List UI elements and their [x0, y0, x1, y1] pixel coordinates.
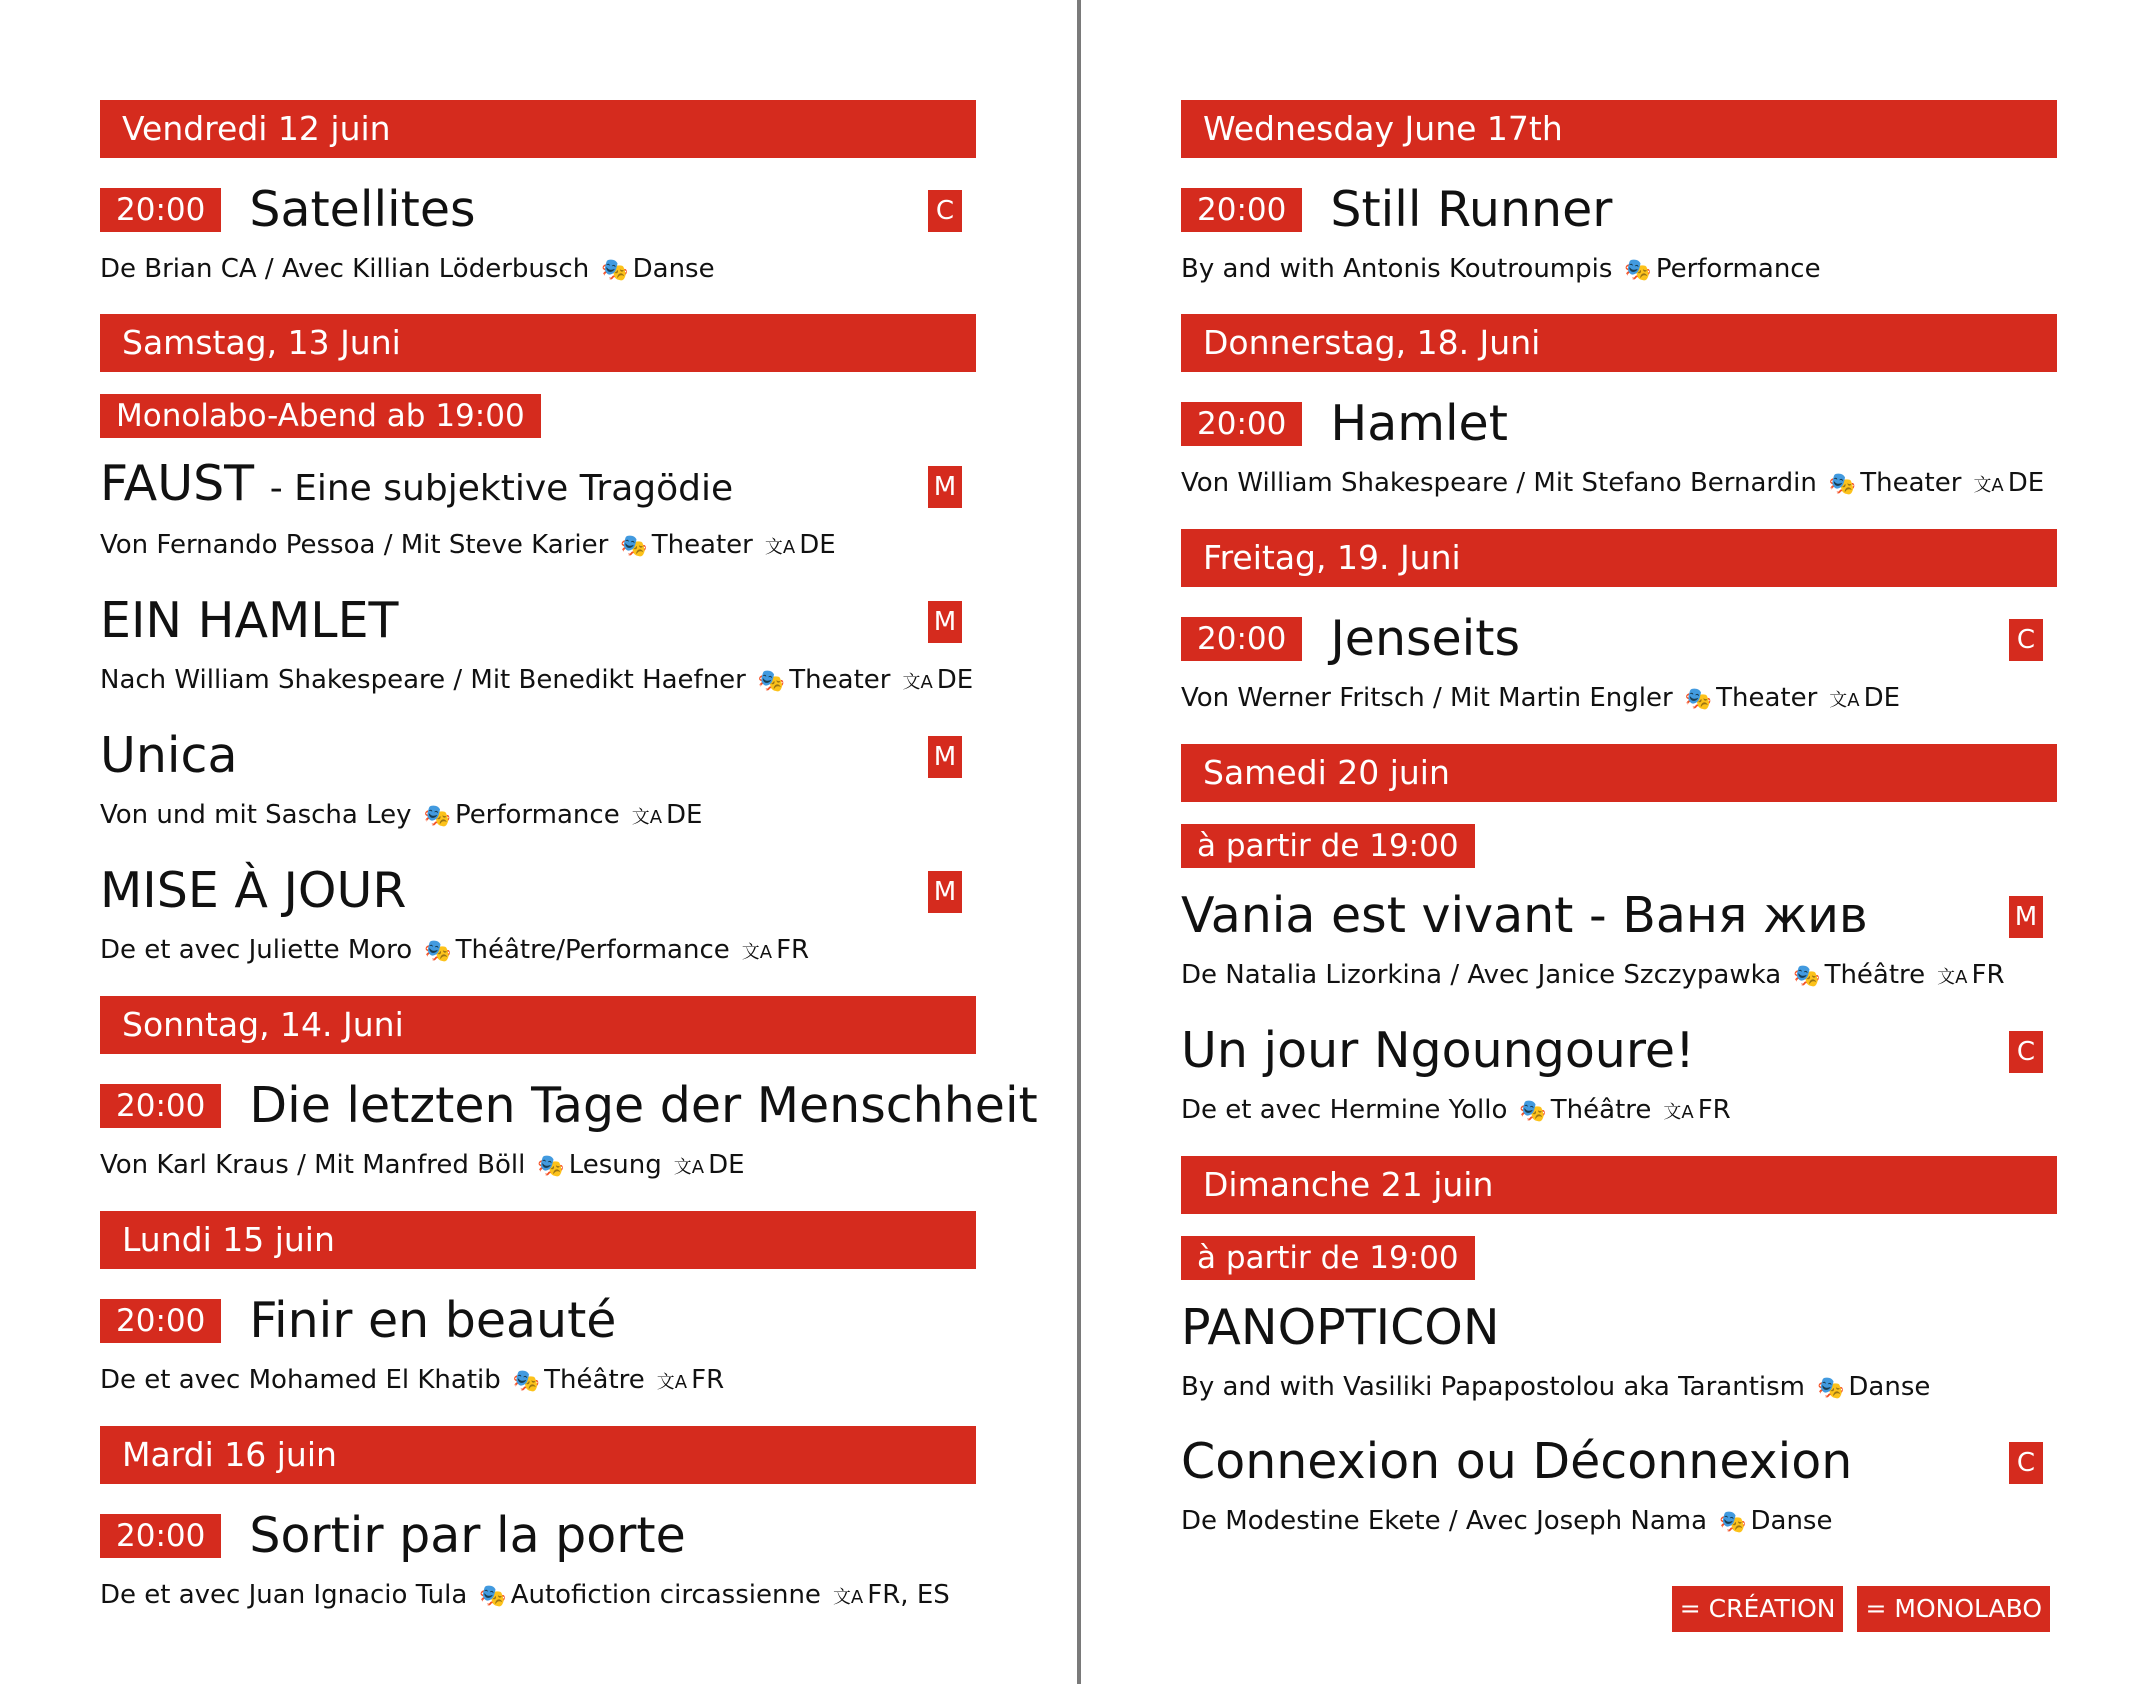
event-meta: [100, 528, 976, 565]
theater-masks-icon: 🎭: [1624, 258, 1652, 283]
event-meta: [1181, 252, 2057, 288]
event-language: DE: [936, 665, 974, 695]
day-header: Lundi 15 juin: [100, 1211, 976, 1269]
event-title-text: Unica: [100, 727, 238, 784]
event-badge: C: [2009, 1031, 2043, 1073]
event-language: FR: [776, 935, 810, 965]
event-item: [1181, 1298, 2057, 1406]
day-header: Samedi 20 juin: [1181, 744, 2057, 802]
legend: [1672, 1586, 2050, 1632]
event-credits: De Natalia Lizorkina / Avec Janice Szczypawka: [1181, 960, 1782, 990]
translate-icon: 文A: [832, 1587, 864, 1608]
event-badge: M: [928, 601, 962, 643]
event-item: [100, 591, 976, 700]
day-header: Wednesday June 17th: [1181, 100, 2057, 158]
event-time: 20:00: [100, 1299, 221, 1343]
translate-icon: 文A: [1829, 690, 1860, 711]
event-title: [249, 1076, 1037, 1136]
theater-masks-icon: 🎭: [537, 1154, 565, 1179]
event-genre: Theater: [651, 530, 753, 560]
event-item: [100, 456, 976, 565]
event-title: [1181, 1432, 1852, 1492]
event-badge: C: [2009, 1442, 2043, 1484]
event-time: 20:00: [100, 1084, 221, 1128]
event-genre: Théâtre: [1824, 960, 1926, 990]
event-genre: Danse: [1848, 1372, 1931, 1402]
event-title: [249, 1291, 616, 1351]
event-credits: De et avec Mohamed El Khatib: [100, 1365, 501, 1395]
event-time: 20:00: [1181, 617, 1302, 661]
event-credits: Von und mit Sascha Ley: [100, 800, 412, 830]
event-language: FR: [1971, 960, 2005, 990]
event-title-text: Die letzten Tage der Menschheit: [249, 1077, 1038, 1134]
event-title-row: [1181, 886, 2057, 946]
theater-masks-icon: 🎭: [424, 939, 452, 964]
session-start-label: à partir de 19:00: [1181, 824, 1475, 868]
event-credits: Von Werner Fritsch / Mit Martin Engler: [1181, 683, 1673, 713]
event-title-row: [1181, 1021, 2057, 1081]
theater-masks-icon: 🎭: [1519, 1099, 1547, 1124]
event-meta: [100, 1578, 976, 1615]
event-language: FR, ES: [867, 1580, 950, 1610]
event-meta: [100, 1363, 976, 1400]
translate-icon: 文A: [1973, 475, 2004, 496]
event-meta: [1181, 466, 2057, 503]
theater-masks-icon: 🎭: [601, 258, 629, 283]
event-credits: By and with Antonis Koutroumpis: [1181, 254, 1613, 284]
event-title-text: MISE À JOUR: [100, 862, 407, 919]
event-genre: Lesung: [568, 1150, 662, 1180]
event-time: 20:00: [100, 188, 221, 232]
event-credits: Nach William Shakespeare / Mit Benedikt Haefner: [100, 665, 746, 695]
day-header: Donnerstag, 18. Juni: [1181, 314, 2057, 372]
event-title-row: [100, 726, 976, 786]
event-item: [100, 861, 976, 970]
event-title-row: [100, 591, 976, 651]
event-badge: M: [928, 736, 962, 778]
event-credits: De Modestine Ekete / Avec Joseph Nama: [1181, 1506, 1708, 1536]
event-subtitle: - Eine subjektive Tragödie: [269, 467, 734, 509]
event-credits: Von Karl Kraus / Mit Manfred Böll: [100, 1150, 526, 1180]
event-language: FR: [1697, 1095, 1731, 1125]
day-header: Sonntag, 14. Juni: [100, 996, 976, 1054]
translate-icon: 文A: [1663, 1102, 1694, 1123]
event-item: [100, 726, 976, 835]
event-title-text: Un jour Ngoungoure!: [1181, 1022, 1695, 1079]
event-item: [1181, 609, 2057, 718]
event-title-row: [100, 1076, 1038, 1136]
event-title: [249, 180, 475, 240]
event-meta: [1181, 1093, 2057, 1130]
event-title-text: Satellites: [249, 181, 476, 238]
event-genre: Theater: [1860, 468, 1962, 498]
day-header: Vendredi 12 juin: [100, 100, 976, 158]
event-title: [100, 454, 733, 519]
translate-icon: 文A: [631, 807, 663, 828]
event-meta: [1181, 681, 2057, 718]
event-item: [1181, 1432, 2057, 1540]
event-credits: Von William Shakespeare / Mit Stefano Bernardin: [1181, 468, 1817, 498]
session-start-label: à partir de 19:00: [1181, 1236, 1475, 1280]
event-title-row: [100, 861, 976, 921]
event-item: [1181, 180, 2057, 288]
event-title: [249, 1506, 685, 1566]
theater-masks-icon: 🎭: [479, 1584, 507, 1609]
event-title: [100, 861, 406, 921]
event-title: [1330, 609, 1520, 669]
event-genre: Théâtre: [544, 1365, 645, 1395]
event-title-row: [100, 180, 976, 240]
event-badge: M: [2009, 896, 2043, 938]
event-title-row: [100, 1506, 976, 1566]
event-genre: Théâtre/Performance: [455, 935, 730, 965]
event-title-text: Hamlet: [1330, 395, 1508, 452]
translate-icon: 文A: [656, 1372, 688, 1393]
event-title-text: Vania est vivant - Ваня жив: [1181, 887, 1868, 944]
event-meta: [100, 252, 976, 288]
event-language: DE: [708, 1150, 745, 1180]
event-title-text: Still Runner: [1330, 181, 1613, 238]
event-credits: De et avec Juan Ignacio Tula: [100, 1580, 468, 1610]
event-title: [100, 591, 398, 651]
event-badge: M: [928, 466, 962, 508]
event-badge: M: [928, 871, 962, 913]
event-genre: Performance: [454, 800, 620, 830]
event-credits: De et avec Juliette Moro: [100, 935, 413, 965]
event-language: DE: [1863, 683, 1901, 713]
event-badge: C: [2009, 619, 2043, 661]
event-credits: By and with Vasiliki Papapostolou aka Tarantism: [1181, 1372, 1805, 1402]
event-time: 20:00: [100, 1514, 221, 1558]
event-item: [100, 1076, 1038, 1185]
event-item: [1181, 1021, 2057, 1130]
event-language: DE: [666, 800, 703, 830]
day-header: Dimanche 21 juin: [1181, 1156, 2057, 1214]
day-header: Freitag, 19. Juni: [1181, 529, 2057, 587]
session-start-label: Monolabo-Abend ab 19:00: [100, 394, 541, 438]
event-meta: [1181, 1504, 2057, 1540]
day-header: Mardi 16 juin: [100, 1426, 976, 1484]
event-title: [1181, 886, 1868, 946]
event-title-text: Finir en beauté: [249, 1292, 617, 1349]
event-credits: De Brian CA / Avec Killian Löderbusch: [100, 254, 590, 284]
column-divider: [1077, 0, 1081, 1684]
event-meta: [100, 663, 976, 700]
event-language: FR: [691, 1365, 725, 1395]
event-item: [1181, 394, 2057, 503]
event-badge: C: [928, 190, 962, 232]
event-title-row: [100, 456, 976, 516]
theater-masks-icon: 🎭: [512, 1369, 541, 1394]
event-title: [100, 726, 238, 786]
event-genre: Theater: [1716, 683, 1818, 713]
event-genre: Performance: [1655, 254, 1821, 284]
event-title: [1330, 180, 1612, 240]
event-title-text: FAUST: [100, 454, 255, 512]
theater-masks-icon: 🎭: [1828, 472, 1857, 497]
event-item: [100, 1506, 976, 1615]
event-title-row: [1181, 394, 2057, 454]
event-title: [1181, 1298, 1500, 1358]
event-time: 20:00: [1181, 402, 1302, 446]
event-item: [100, 1291, 976, 1400]
event-genre: Théâtre: [1550, 1095, 1652, 1125]
event-meta: [100, 933, 976, 970]
event-title: [1181, 1021, 1695, 1081]
translate-icon: 文A: [902, 672, 933, 693]
legend-monolabo: = MONOLABO: [1857, 1586, 2050, 1632]
event-meta: [100, 798, 976, 835]
event-language: DE: [799, 530, 836, 560]
event-item: [1181, 886, 2057, 995]
event-title-row: [1181, 609, 2057, 669]
event-title-row: [100, 1291, 976, 1351]
event-meta: [1181, 958, 2057, 995]
legend-creation: = CRÉATION: [1672, 1586, 1844, 1632]
translate-icon: 文A: [673, 1157, 705, 1178]
event-genre: Autofiction circassienne: [510, 1580, 821, 1610]
event-title-text: PANOPTICON: [1181, 1299, 1500, 1356]
theater-masks-icon: 🎭: [757, 669, 786, 694]
day-header: Samstag, 13 Juni: [100, 314, 976, 372]
event-meta: [100, 1148, 976, 1185]
event-title-row: [1181, 1298, 2057, 1358]
event-genre: Danse: [1750, 1506, 1833, 1536]
event-credits: Von Fernando Pessoa / Mit Steve Karier: [100, 530, 609, 560]
event-genre: Danse: [632, 254, 715, 284]
event-title-text: Connexion ou Déconnexion: [1181, 1433, 1853, 1490]
event-meta: [1181, 1370, 2057, 1406]
schedule-column-right: [1181, 100, 2057, 1566]
theater-masks-icon: 🎭: [1793, 964, 1821, 989]
schedule-column-left: [100, 100, 1038, 1641]
event-language: DE: [2007, 468, 2045, 498]
event-title-text: EIN HAMLET: [100, 592, 399, 649]
event-item: [100, 180, 976, 288]
event-time: 20:00: [1181, 188, 1302, 232]
theater-masks-icon: 🎭: [423, 804, 451, 829]
event-title-row: [1181, 180, 2057, 240]
event-title: [1330, 394, 1508, 454]
translate-icon: 文A: [764, 537, 796, 558]
event-title-text: Jenseits: [1330, 610, 1521, 667]
theater-masks-icon: 🎭: [1719, 1510, 1747, 1535]
translate-icon: 文A: [741, 942, 773, 963]
event-credits: De et avec Hermine Yollo: [1181, 1095, 1508, 1125]
theater-masks-icon: 🎭: [1684, 687, 1713, 712]
event-title-row: [1181, 1432, 2057, 1492]
event-title-text: Sortir par la porte: [249, 1507, 686, 1564]
theater-masks-icon: 🎭: [620, 534, 648, 559]
theater-masks-icon: 🎭: [1817, 1376, 1845, 1401]
event-genre: Theater: [789, 665, 891, 695]
translate-icon: 文A: [1937, 967, 1968, 988]
